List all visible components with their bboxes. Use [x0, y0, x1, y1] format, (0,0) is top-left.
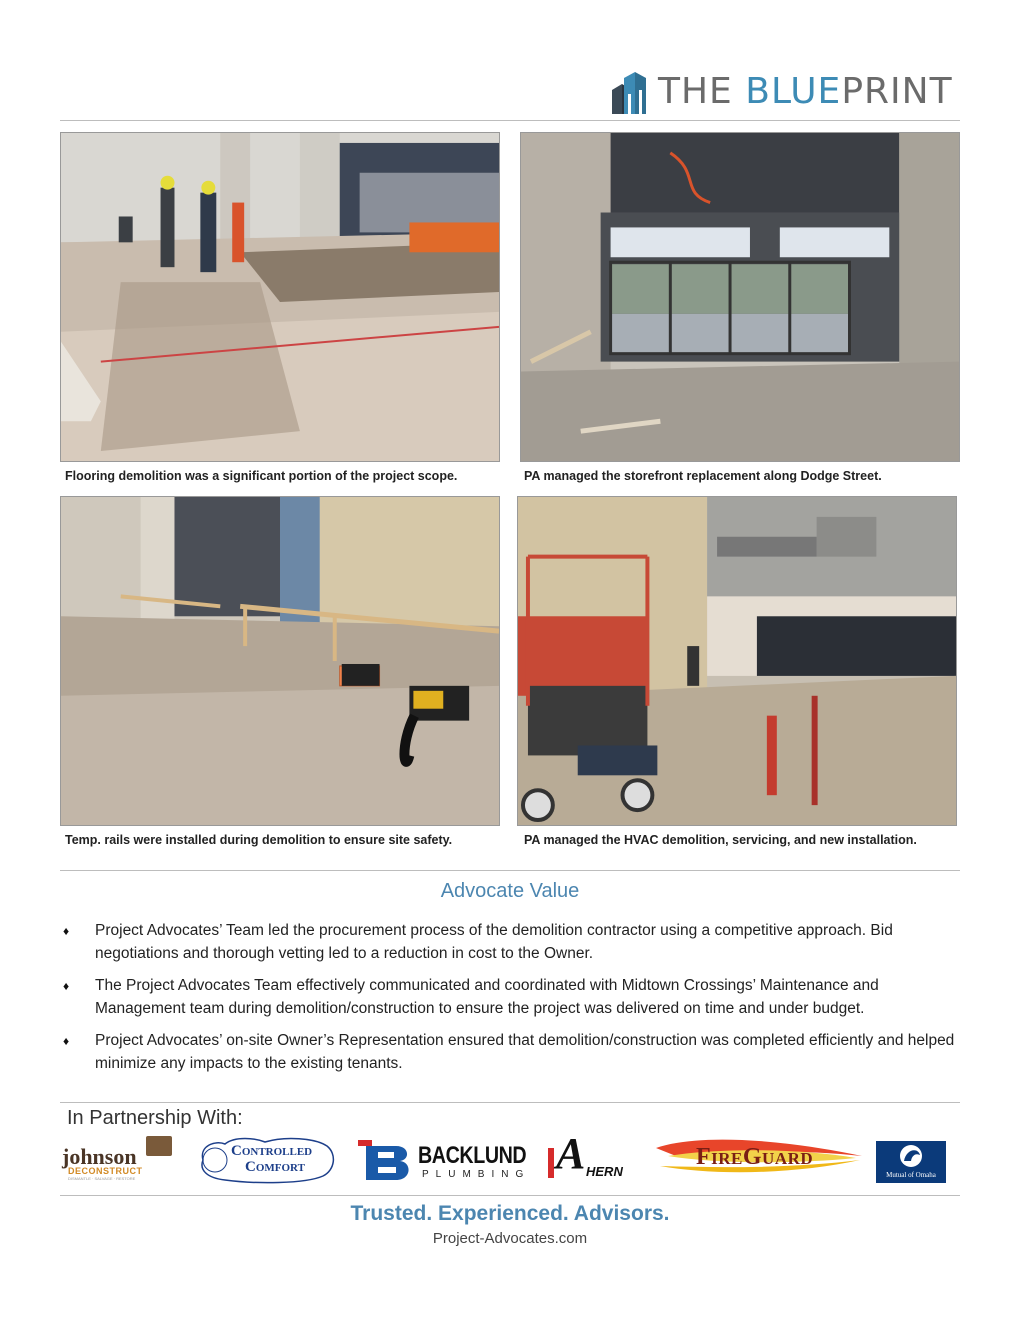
partnership-title: In Partnership With: [67, 1107, 243, 1129]
footer-tagline: Trusted. Experienced. Advisors. [350, 1202, 670, 1225]
blueprint-logo-icon [608, 68, 650, 116]
advocate-value-title: Advocate Value [440, 880, 580, 902]
footer-divider [60, 1195, 960, 1196]
photo-caption: Temp. rails were installed during demolition to ensure site safety. [65, 833, 453, 847]
photo-flooring-demolition [60, 132, 500, 462]
bullet-diamond-icon: ♦ [63, 1034, 70, 1048]
list-item: ♦ Project Advocates’ on-site Owner’s Representation ensured that demolition/construction was completed efficiently and helped minimize any impacts to the existing tenants. [63, 1032, 955, 1072]
photo-caption: PA managed the HVAC demolition, servicing, and new installation. [524, 833, 917, 847]
list-item: ♦ The Project Advocates Team effectively communicated and coordinated with Midtown Crossings’ Maintenance and Management team during demolition/construction to ensure the project was delivered on time and under budget. [63, 977, 879, 1017]
photo-hvac-installation [517, 496, 957, 826]
backlund-plumbing-logo: BACKLUND PLUMBING [358, 1140, 533, 1182]
johnson-deconstruct-logo: johnson DECONSTRUCT DISMANTLE · SALVAGE · RESTORE [62, 1136, 177, 1180]
blueprint-header [608, 64, 953, 120]
partnership-divider [60, 1102, 960, 1103]
section-divider [60, 870, 960, 871]
footer-website: Project-Advocates.com [432, 1230, 588, 1247]
photo-storefront-replacement [520, 132, 960, 462]
ahern-logo: A HERN [548, 1136, 620, 1182]
controlled-comfort-logo: Controlled Comfort [195, 1136, 337, 1184]
list-item: ♦ Project Advocates’ Team led the procurement process of the demolition contractor using a competitive approach. Bid negotiations and thorough vetting led to a reduction in cost to the Owner. [63, 922, 893, 962]
fireguard-logo: FireGuard [656, 1136, 862, 1180]
header-divider [60, 120, 960, 121]
photo-caption: Flooring demolition was a significant portion of the project scope. [65, 469, 458, 483]
bullet-diamond-icon: ♦ [63, 979, 70, 993]
bullet-diamond-icon: ♦ [63, 924, 70, 938]
mutual-of-omaha-logo: Mutual of Omaha [876, 1141, 946, 1183]
advocate-value-list [60, 920, 970, 1085]
photo-caption: PA managed the storefront replacement along Dodge Street. [524, 469, 882, 483]
brand-title: THE BLUEPRINT [658, 71, 953, 112]
photo-temp-rails [60, 496, 500, 826]
